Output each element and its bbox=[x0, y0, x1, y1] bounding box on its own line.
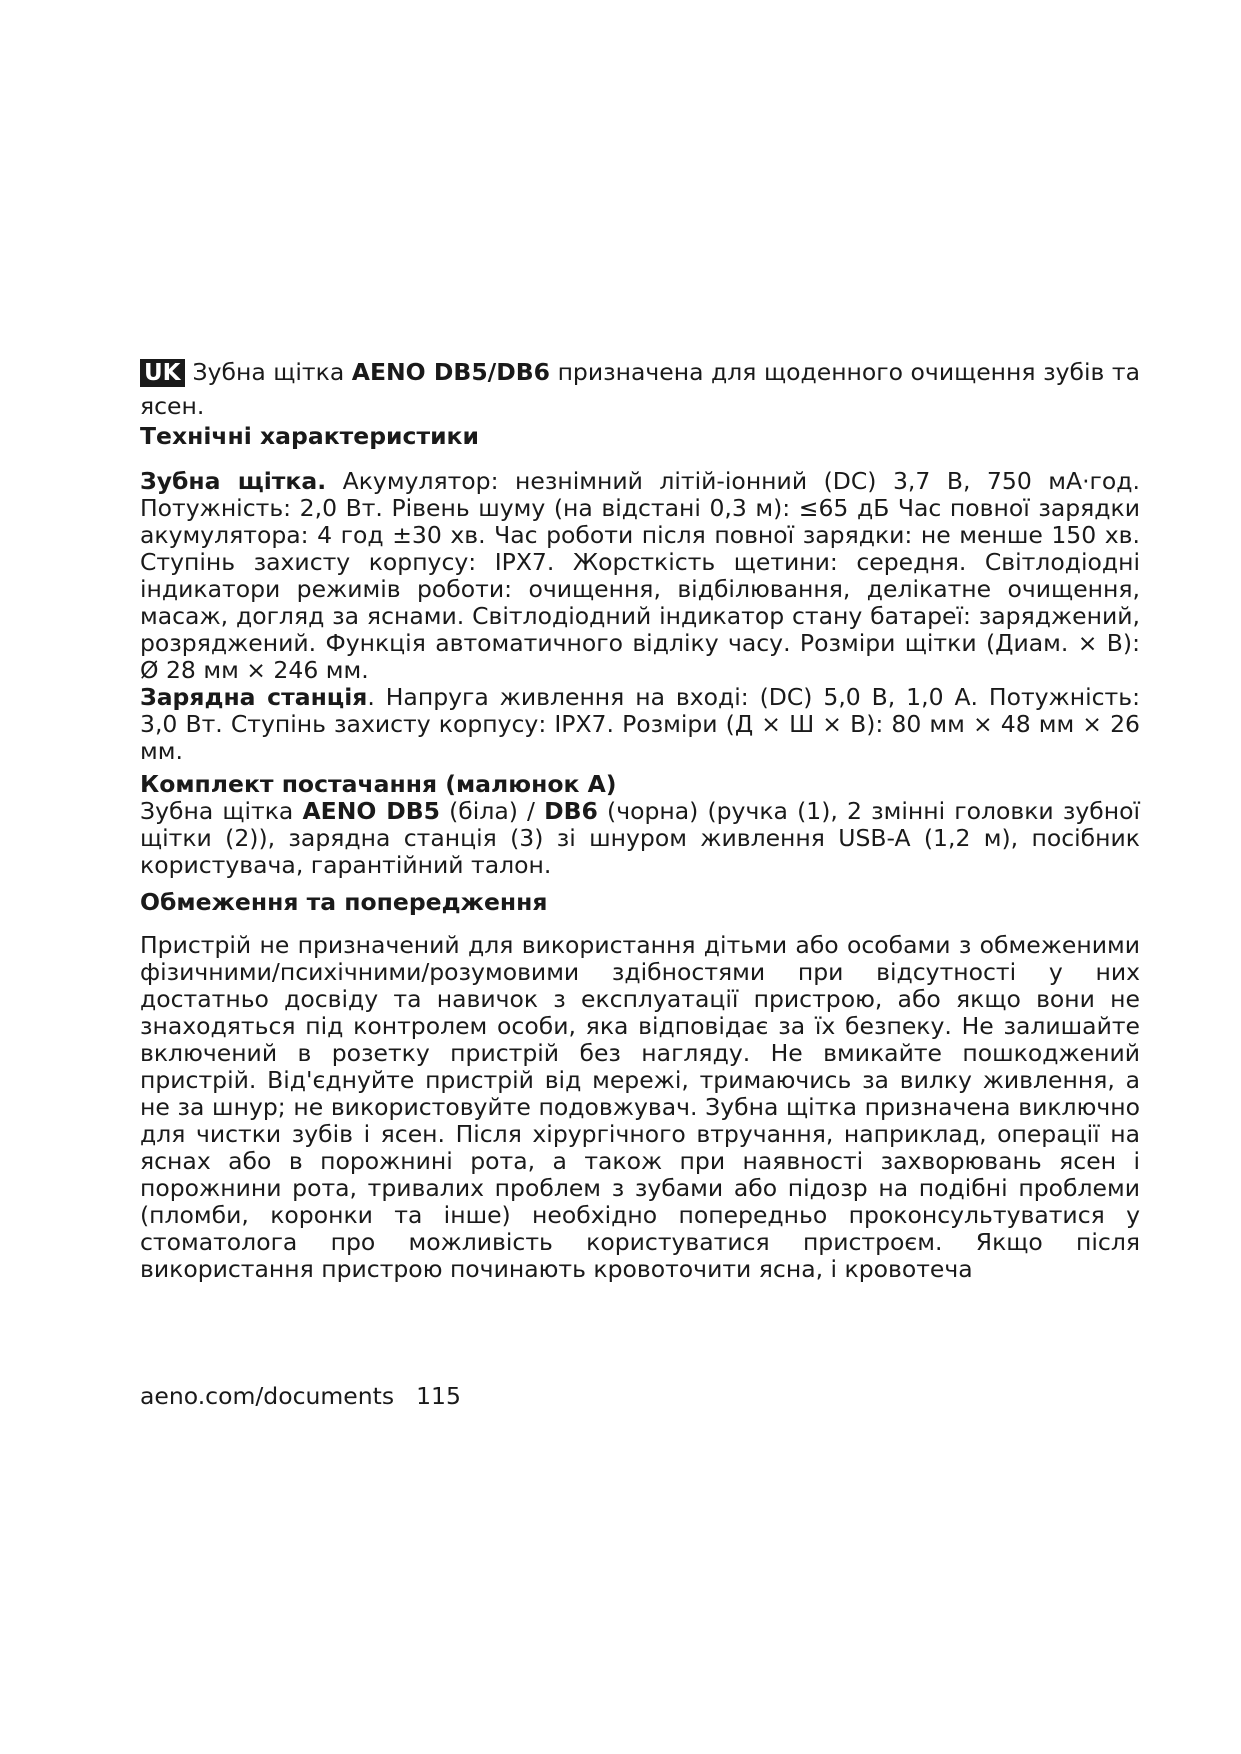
kit-heading: Комплект постачання (малюнок А) bbox=[140, 770, 617, 798]
station-text: . Напруга живлення на вході: (DC) 5,0 В, 1,0 А. Потужність: 3,0 Вт. Ступінь захисту корпусу: IPX7. Розміри (Д × Ш × В): 80 мм × 48 мм × 26 мм. bbox=[140, 683, 1140, 765]
kit-text-1: Зубна щітка bbox=[140, 797, 303, 825]
warnings-paragraph: Пристрій не призначений для використання дітьми або особами з обмеженими фізичними/психічними/розумовими здібностями при відсутності у них достатньо досвіду та навичок з експлуатації пристрою, або якщо вони не знаходяться під контролем особи, яка відповідає за їх безпеку. Не залишайте включений в розетку пристрій без нагляду. Не вмикайте пошкоджений пристрій. Від'єднуйте пристрій від мережі, тримаючись за вилку живлення, а не за шнур; не використовуйте подовжувач. Зубна щітка призначена виключно для чистки зубів і ясен. Після хірургічного втручання, наприклад, операції на яснах або в порожнині рота, а також при наявності захворювань ясен і порожнини рота, тривалих проблем з зубами або підозр на подібні проблеми (пломби, коронки та інше) необхідно попередньо проконсультуватися у стоматолога про можливість користуватися пристроєм. Якщо після використання пристрою починають кровоточити ясна, і кровотеча bbox=[140, 931, 1140, 1283]
kit-text-2: (біла) / bbox=[439, 797, 545, 825]
station-specs bbox=[140, 684, 1140, 765]
toothbrush-text: Акумулятор: незнімний літій-іонний (DC) 3,7 В, 750 мА·год. Потужність: 2,0 Вт. Рівень шуму (на відстані 0,3 м): ≤65 дБ Час повної зарядки акумулятора: 4 год ±30 хв. Час роботи після повної зарядки: не менше 150 хв. Ступінь захисту корпусу: IPX7. Жорсткість щетини: середня. Світлодіодні індикатори режимів роботи: очищення, відбілювання, делікатне очищення, масаж, догляд за яснами. Світлодіодний індикатор стану батареї: заряджений, розряджений. Функція автоматичного відліку часу. Розміри щітки (Диам. × В): Ø 28 мм × 246 мм. bbox=[140, 467, 1141, 684]
kit-model-2: DB6 bbox=[544, 797, 598, 825]
intro-text-after: призначена для щоденного очищення зубів та ясен. bbox=[140, 358, 1140, 420]
station-label: Зарядна станція bbox=[140, 683, 368, 711]
page-number: 115 bbox=[416, 1382, 461, 1410]
specs-heading: Технічні характеристики bbox=[140, 422, 479, 450]
kit-model-1: AENO DB5 bbox=[302, 797, 440, 825]
page-content bbox=[140, 355, 1140, 1283]
kit-paragraph bbox=[140, 798, 1140, 879]
toothbrush-label: Зубна щітка. bbox=[140, 467, 327, 495]
warnings-heading: Обмеження та попередження bbox=[140, 888, 548, 916]
toothbrush-specs bbox=[140, 468, 1140, 684]
intro-model: AENO DB5/DB6 bbox=[351, 358, 551, 386]
footer-url: aeno.com/documents bbox=[140, 1382, 395, 1410]
page-footer bbox=[140, 1382, 461, 1410]
kit-text-3: (чорна) (ручка (1), 2 змінні головки зубної щітки (2)), зарядна станція (3) зі шнуром живлення USB-A (1,2 м), посібник користувача, гарантійний талон. bbox=[140, 797, 1140, 879]
intro-paragraph bbox=[140, 355, 1140, 423]
language-badge: UK bbox=[140, 359, 185, 387]
intro-text-before: Зубна щітка bbox=[192, 358, 352, 386]
